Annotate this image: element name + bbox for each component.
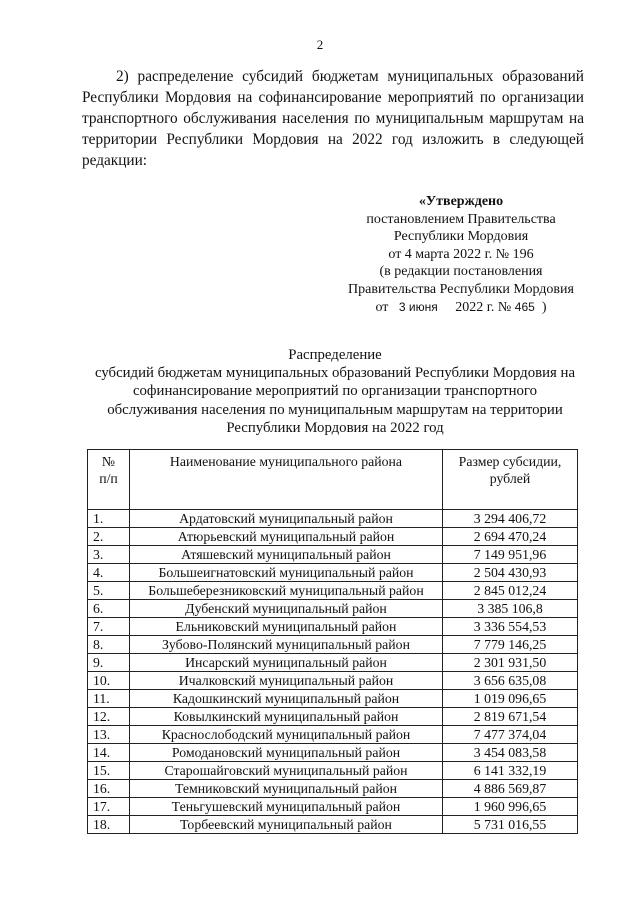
- table-row: [88, 528, 578, 546]
- row-number: 8.: [88, 636, 130, 654]
- row-district-name: Инсарский муниципальный район: [130, 654, 443, 672]
- page-number: 2: [316, 37, 324, 52]
- approval-lead: «Утверждено: [418, 194, 504, 209]
- title-line-3: обслуживания населения по муниципальным маршрутам на территории: [107, 401, 563, 418]
- approval-line-3: от 4 марта 2022 г. № 196: [388, 246, 534, 262]
- row-district-name: Кадошкинский муниципальный район: [130, 690, 443, 708]
- table-row: [88, 798, 578, 816]
- row-district-name: Ардатовский муниципальный район: [130, 510, 443, 528]
- row-district-name: Краснослободский муниципальный район: [130, 726, 443, 744]
- row-amount: 2 301 931,50: [443, 654, 578, 672]
- approval-date-handwritten: 3 июня: [398, 299, 438, 314]
- row-number: 10.: [88, 672, 130, 690]
- row-amount: 2 504 430,93: [443, 564, 578, 582]
- row-number: 4.: [88, 564, 130, 582]
- table-row: [88, 600, 578, 618]
- approval-from: от: [375, 299, 389, 315]
- row-amount: 2 845 012,24: [443, 582, 578, 600]
- row-number: 2.: [88, 528, 130, 546]
- title-line-2: софинансирование мероприятий по организации транспортного: [132, 383, 538, 400]
- row-district-name: Темниковский муниципальный район: [130, 780, 443, 798]
- table-row: [88, 672, 578, 690]
- row-district-name: Торбеевский муниципальный район: [130, 816, 443, 834]
- intro-text: 2) распределение субсидий бюджетам муниципальных образований Республики Мордовия на софинансирование мероприятий по организации транспортного обслуживания населения по муниципальным маршрутам на территории Республики Мордовия на 2022 год изложить в следующей редакции:: [82, 68, 584, 169]
- row-number: 18.: [88, 816, 130, 834]
- row-amount: 1 019 096,65: [443, 690, 578, 708]
- row-number: 1.: [88, 510, 130, 528]
- row-number: 6.: [88, 600, 130, 618]
- row-amount: 3 336 554,53: [443, 618, 578, 636]
- table-body: [88, 510, 578, 834]
- subsidy-table: [87, 449, 578, 834]
- row-district-name: Ельниковский муниципальный район: [130, 618, 443, 636]
- table-row: [88, 708, 578, 726]
- approval-close: ): [541, 299, 547, 315]
- title-line-4: Республики Мордовия на 2022 год: [226, 419, 444, 436]
- header-amount-line-1: Размер субсидии,: [458, 454, 562, 469]
- row-amount: 2 819 671,54: [443, 708, 578, 726]
- table-row: [88, 780, 578, 798]
- row-amount: 2 694 470,24: [443, 528, 578, 546]
- approval-year: 2022 г. №: [455, 299, 512, 315]
- row-number: 14.: [88, 744, 130, 762]
- table-row: [88, 744, 578, 762]
- title-heading: Распределение: [288, 347, 382, 363]
- row-amount: 3 656 635,08: [443, 672, 578, 690]
- row-district-name: Зубово-Полянский муниципальный район: [130, 636, 443, 654]
- title-line-1: субсидий бюджетам муниципальных образований Республики Мордовия на: [94, 365, 576, 382]
- header-number: [88, 450, 130, 510]
- header-amount: [443, 450, 578, 510]
- table-row: [88, 816, 578, 834]
- row-number: 12.: [88, 708, 130, 726]
- row-district-name: Атяшевский муниципальный район: [130, 546, 443, 564]
- intro-paragraph: [82, 66, 584, 171]
- header-amount-line-2: рублей: [489, 471, 531, 486]
- table-row: [88, 582, 578, 600]
- row-amount: 3 385 106,8: [443, 600, 578, 618]
- row-amount: 7 149 951,96: [443, 546, 578, 564]
- header-name: Наименование муниципального района: [130, 450, 443, 510]
- approval-line-2: Республики Мордовия: [393, 229, 529, 245]
- table-row: [88, 690, 578, 708]
- row-number: 9.: [88, 654, 130, 672]
- table-row: [88, 564, 578, 582]
- approval-stamp-block: [320, 193, 602, 316]
- row-amount: 6 141 332,19: [443, 762, 578, 780]
- row-number: 16.: [88, 780, 130, 798]
- row-district-name: Большеберезниковский муниципальный район: [130, 582, 443, 600]
- row-amount: 3 454 083,58: [443, 744, 578, 762]
- document-title: [90, 346, 580, 437]
- row-number: 15.: [88, 762, 130, 780]
- table-row: [88, 654, 578, 672]
- row-district-name: Ковылкинский муниципальный район: [130, 708, 443, 726]
- row-district-name: Старошайговский муниципальный район: [130, 762, 443, 780]
- header-number-line-1: №: [101, 454, 116, 469]
- table-row: [88, 636, 578, 654]
- row-number: 17.: [88, 798, 130, 816]
- row-amount: 4 886 569,87: [443, 780, 578, 798]
- approval-line-5: Правительства Республики Мордовия: [348, 281, 574, 297]
- table-row: [88, 726, 578, 744]
- header-number-line-2: п/п: [99, 471, 118, 486]
- row-number: 5.: [88, 582, 130, 600]
- row-amount: 1 960 996,65: [443, 798, 578, 816]
- row-district-name: Дубенский муниципальный район: [130, 600, 443, 618]
- row-amount: 5 731 016,55: [443, 816, 578, 834]
- row-amount: 7 477 374,04: [443, 726, 578, 744]
- row-number: 13.: [88, 726, 130, 744]
- row-district-name: Теньгушевский муниципальный район: [130, 798, 443, 816]
- row-number: 11.: [88, 690, 130, 708]
- approval-number-handwritten: 465: [514, 299, 535, 314]
- row-number: 3.: [88, 546, 130, 564]
- row-number: 7.: [88, 618, 130, 636]
- approval-line-1: постановлением Правительства: [366, 211, 556, 227]
- approval-line-6: [320, 299, 602, 317]
- approval-line-4: (в редакции постановления: [379, 264, 543, 280]
- row-district-name: Ромодановский муниципальный район: [130, 744, 443, 762]
- row-amount: 7 779 146,25: [443, 636, 578, 654]
- row-district-name: Большеигнатовский муниципальный район: [130, 564, 443, 582]
- table-row: [88, 546, 578, 564]
- table-row: [88, 510, 578, 528]
- table-row: [88, 762, 578, 780]
- row-district-name: Атюрьевский муниципальный район: [130, 528, 443, 546]
- table-row: [88, 618, 578, 636]
- row-amount: 3 294 406,72: [443, 510, 578, 528]
- row-district-name: Ичалковский муниципальный район: [130, 672, 443, 690]
